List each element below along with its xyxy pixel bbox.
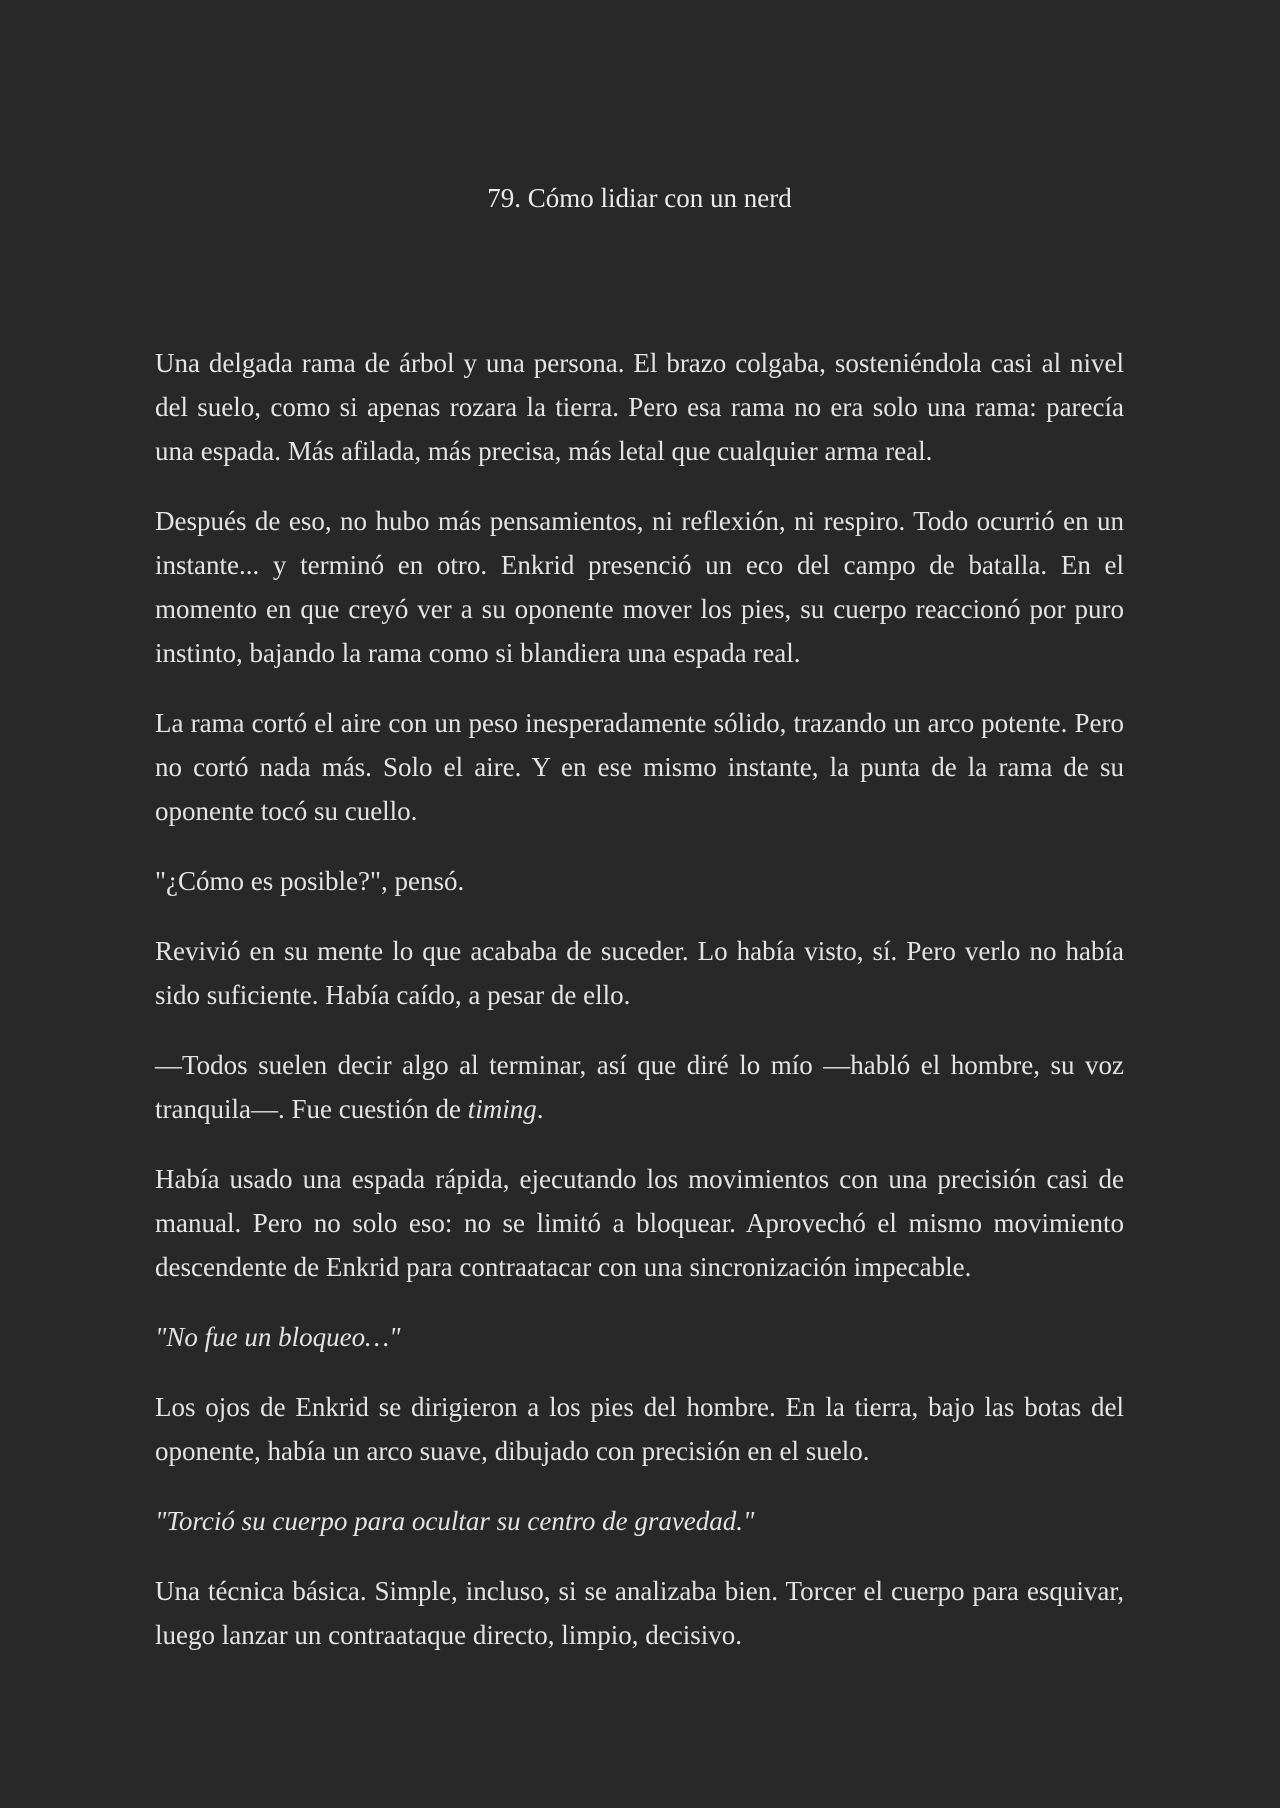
thought-paragraph: "Torció su cuerpo para ocultar su centro de gravedad." <box>155 1506 755 1536</box>
paragraph: Una delgada rama de árbol y una persona. El brazo colgaba, sosteniéndola casi al nivel del suelo, como si apenas rozara la tierra. Pero esa rama no era solo una rama: parecía una espada. Más afilada, más precisa, más letal que cualquier arma real. <box>155 348 1124 466</box>
paragraph: "¿Cómo es posible?", pensó. <box>155 866 465 896</box>
paragraph: Después de eso, no hubo más pensamientos, ni reflexión, ni respiro. Todo ocurrió en un instante... y terminó en otro. Enkrid presenció un eco del campo de batalla. En el momento en que creyó ver a su oponente mover los pies, su cuerpo reaccionó por puro instinto, bajando la rama como si blandiera una espada real. <box>155 506 1124 668</box>
chapter-title: 79. Cómo lidiar con un nerd <box>487 183 792 213</box>
paragraph: Revivió en su mente lo que acababa de suceder. Lo había visto, sí. Pero verlo no había sido suficiente. Había caído, a pesar de ello. <box>155 936 1124 1010</box>
paragraph: Había usado una espada rápida, ejecutando los movimientos con una precisión casi de manual. Pero no solo eso: no se limitó a bloquear. Aprovechó el mismo movimiento descendente de Enkrid para contraatacar con una sincronización impecable. <box>155 1164 1124 1282</box>
paragraph-text: . <box>536 1094 544 1124</box>
paragraph: La rama cortó el aire con un peso inesperadamente sólido, trazando un arco potente. Pero no cortó nada más. Solo el aire. Y en ese mismo instante, la punta de la rama de su oponente tocó su cuello. <box>155 708 1124 826</box>
chapter-content <box>155 341 1124 1657</box>
paragraph-text: —Todos suelen decir algo al terminar, así que diré lo mío —habló el hombre, su voz tranquila—. Fue cuestión de <box>155 1050 1124 1124</box>
paragraph: Los ojos de Enkrid se dirigieron a los pies del hombre. En la tierra, bajo las botas del oponente, había un arco suave, dibujado con precisión en el suelo. <box>155 1392 1124 1466</box>
emphasis-text: timing <box>467 1094 537 1124</box>
paragraph: Una técnica básica. Simple, incluso, si se analizaba bien. Torcer el cuerpo para esquivar, luego lanzar un contraataque directo, limpio, decisivo. <box>155 1576 1124 1650</box>
thought-paragraph: "No fue un bloqueo…" <box>155 1322 401 1352</box>
paragraph <box>155 1043 1124 1131</box>
